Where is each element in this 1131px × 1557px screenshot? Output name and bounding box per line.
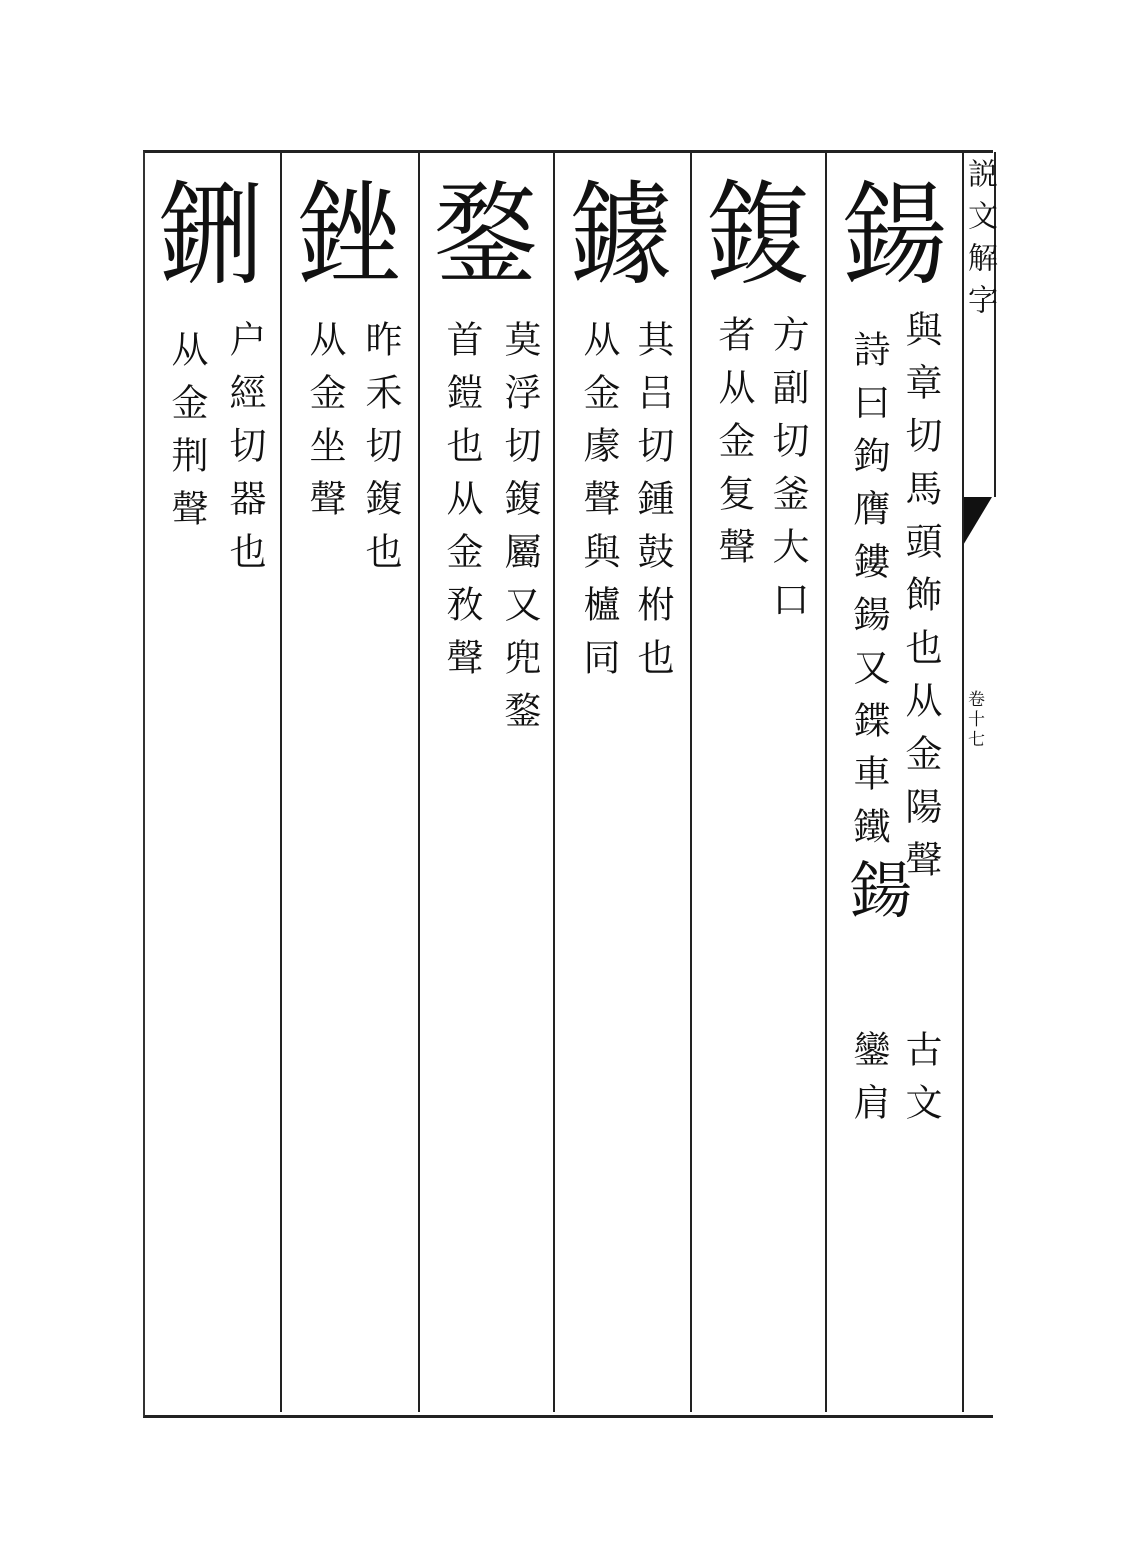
entry-column: [556, 170, 690, 1400]
column-rule: [690, 150, 692, 1412]
entry-text-left: 首鎧也从金敄聲: [440, 320, 483, 691]
variant-seal-character: 鍚: [850, 854, 913, 927]
seal-character: [830, 170, 960, 300]
entry-text-right: 昨禾切鍑也: [359, 320, 402, 585]
entry-text-left: 詩曰鉤膺鏤鍚又鍱車鐵: [847, 330, 890, 860]
fishtail-mark: [962, 497, 992, 547]
column-rule: [553, 150, 555, 1412]
seal-glyph: 鍪: [433, 169, 538, 301]
variant-note: 鑾肩: [847, 1030, 890, 1136]
entry-column: [421, 170, 553, 1400]
entry-text-left: 从金坐聲: [303, 320, 346, 532]
seal-character: [146, 170, 276, 300]
entry-text-right: 與章切馬頭飾也从金陽聲: [899, 310, 942, 893]
entry-text-right: 其吕切鍾鼓柎也: [631, 320, 674, 691]
column-rule: [418, 150, 420, 1412]
seal-glyph: 鐻: [568, 169, 673, 301]
seal-glyph: 鍑: [705, 169, 810, 301]
seal-character: [421, 170, 551, 300]
book-title: 説文解字: [962, 158, 997, 326]
entry-text-right: 莫浮切鍑屬又兜鍪: [498, 320, 541, 744]
entry-column: [146, 170, 280, 1400]
seal-character: [693, 170, 823, 300]
entry-column: [830, 170, 962, 1400]
column-rule: [825, 150, 827, 1412]
entry-text-left: 从金荆聲: [165, 330, 208, 542]
entry-text-left: 者从金复聲: [712, 315, 755, 580]
entry-column: [693, 170, 825, 1400]
margin-rule: [962, 497, 964, 1412]
entry-column: [284, 170, 418, 1400]
variant-label: 古文: [899, 1030, 942, 1136]
juan-label: 卷十七: [964, 690, 984, 750]
entry-text-left: 从金豦聲與櫨同: [577, 320, 620, 691]
seal-character: [556, 170, 686, 300]
seal-glyph: 鉶: [158, 169, 263, 301]
seal-glyph: 鍚: [842, 169, 947, 301]
seal-character: [284, 170, 414, 300]
column-rule: [280, 150, 282, 1412]
entry-text-right: 户經切器也: [223, 320, 266, 585]
book-title-block: [962, 152, 996, 497]
seal-glyph: 銼: [296, 169, 401, 301]
entry-text-right: 方副切釜大口: [766, 315, 809, 633]
